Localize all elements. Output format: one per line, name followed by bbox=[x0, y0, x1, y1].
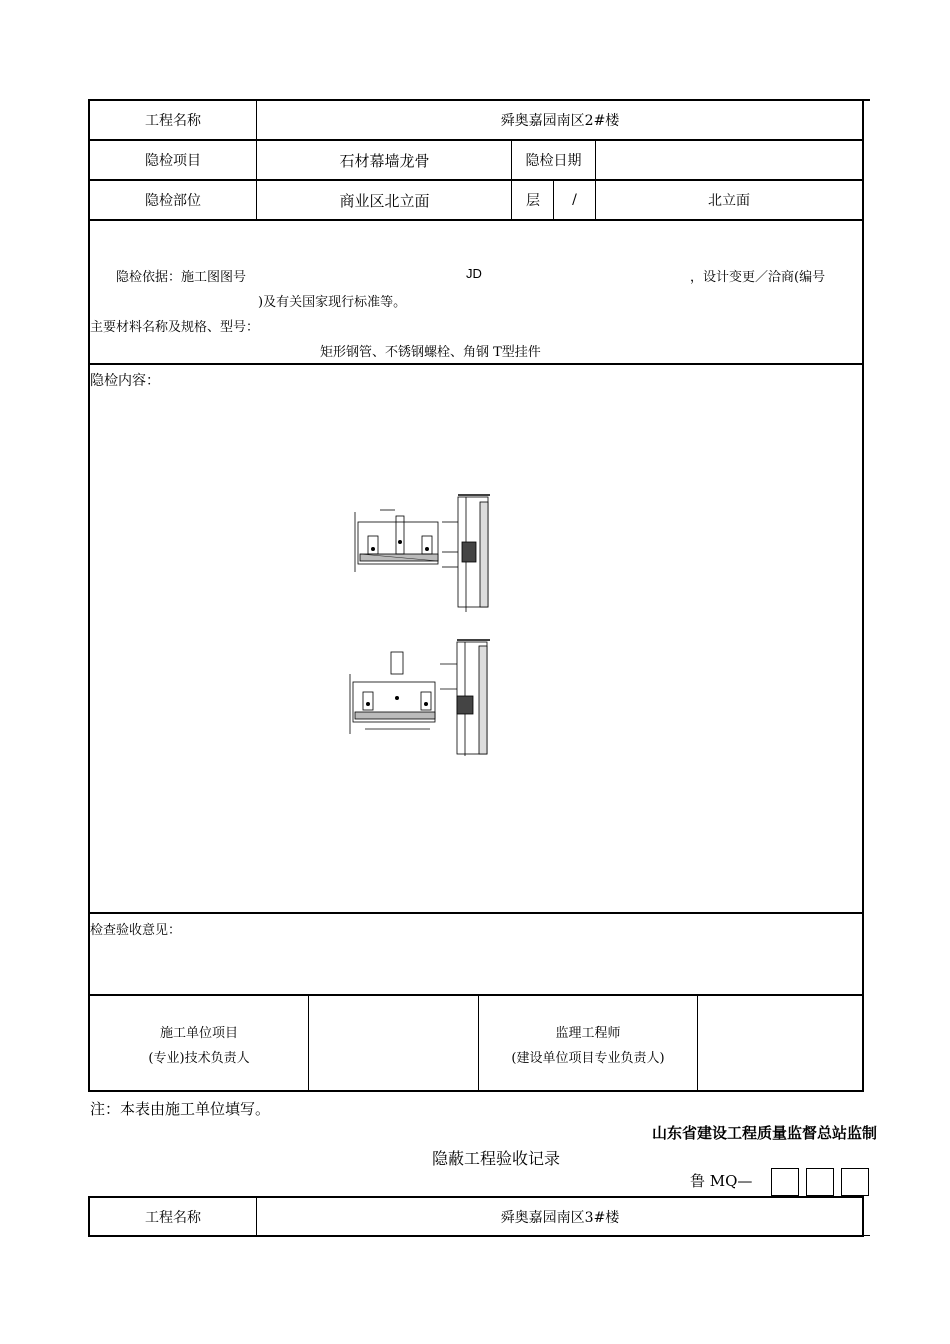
basis-prefix: 隐检依据：施工图图号 bbox=[116, 270, 247, 285]
form2-code-prefix: 鲁 MQ— bbox=[690, 1172, 753, 1190]
supervisor-signature-field[interactable] bbox=[699, 996, 862, 1090]
inspection-location-value: 商业区北立面 bbox=[339, 191, 430, 210]
inspection-item-label: 隐检项目 bbox=[145, 153, 201, 169]
opinion-label: 检查验收意见： bbox=[90, 923, 182, 938]
basis-change-note: ，设计变更／洽商(编号 bbox=[690, 270, 826, 285]
inspection-date-label: 隐检日期 bbox=[525, 153, 582, 169]
project-name-label: 工程名称 bbox=[145, 113, 201, 129]
floor-label: 层 bbox=[526, 193, 540, 209]
form-note: 注：本表由施工单位填写。 bbox=[90, 1100, 271, 1118]
supervisor-signer-line2: (建设单位项目专业负责人) bbox=[511, 1051, 665, 1066]
issuer-text: 山东省建设工程质量监督总站监制 bbox=[652, 1124, 878, 1142]
materials-label: 主要材料名称及规格、型号： bbox=[90, 320, 260, 335]
contractor-signer-line1: 施工单位项目 bbox=[159, 1026, 238, 1041]
keel-section-drawing-2 bbox=[345, 634, 505, 762]
inspection-item-value: 石材幕墙龙骨 bbox=[339, 151, 430, 170]
floor-value: / bbox=[572, 192, 577, 208]
inspection-date-value[interactable] bbox=[596, 141, 862, 179]
content-label: 隐检内容： bbox=[90, 373, 160, 389]
form2-code-box-1[interactable] bbox=[771, 1168, 799, 1196]
form2-title: 隐蔽工程验收记录 bbox=[432, 1149, 561, 1168]
facade-value: 北立面 bbox=[708, 193, 750, 209]
keel-section-drawing-1 bbox=[350, 492, 505, 620]
materials-value: 矩形钢管、不锈钢螺栓、角钢 T型挂件 bbox=[320, 345, 541, 360]
inspection-location-label: 隐检部位 bbox=[145, 193, 201, 209]
supervisor-signer-line1: 监理工程师 bbox=[555, 1026, 621, 1041]
form2-code-box-3[interactable] bbox=[841, 1168, 869, 1196]
contractor-signature-field[interactable] bbox=[310, 996, 478, 1090]
basis-drawing-number: JD bbox=[466, 266, 482, 281]
form2-code-box-2[interactable] bbox=[806, 1168, 834, 1196]
basis-standards: )及有关国家现行标准等。 bbox=[258, 295, 407, 310]
project-name-value: 舜奥嘉园南区2#楼 bbox=[500, 113, 620, 129]
form2-project-name-value: 舜奥嘉园南区3#楼 bbox=[500, 1209, 620, 1226]
form2-project-name-label: 工程名称 bbox=[145, 1209, 201, 1226]
contractor-signer-line2: (专业)技术负责人 bbox=[148, 1051, 250, 1066]
